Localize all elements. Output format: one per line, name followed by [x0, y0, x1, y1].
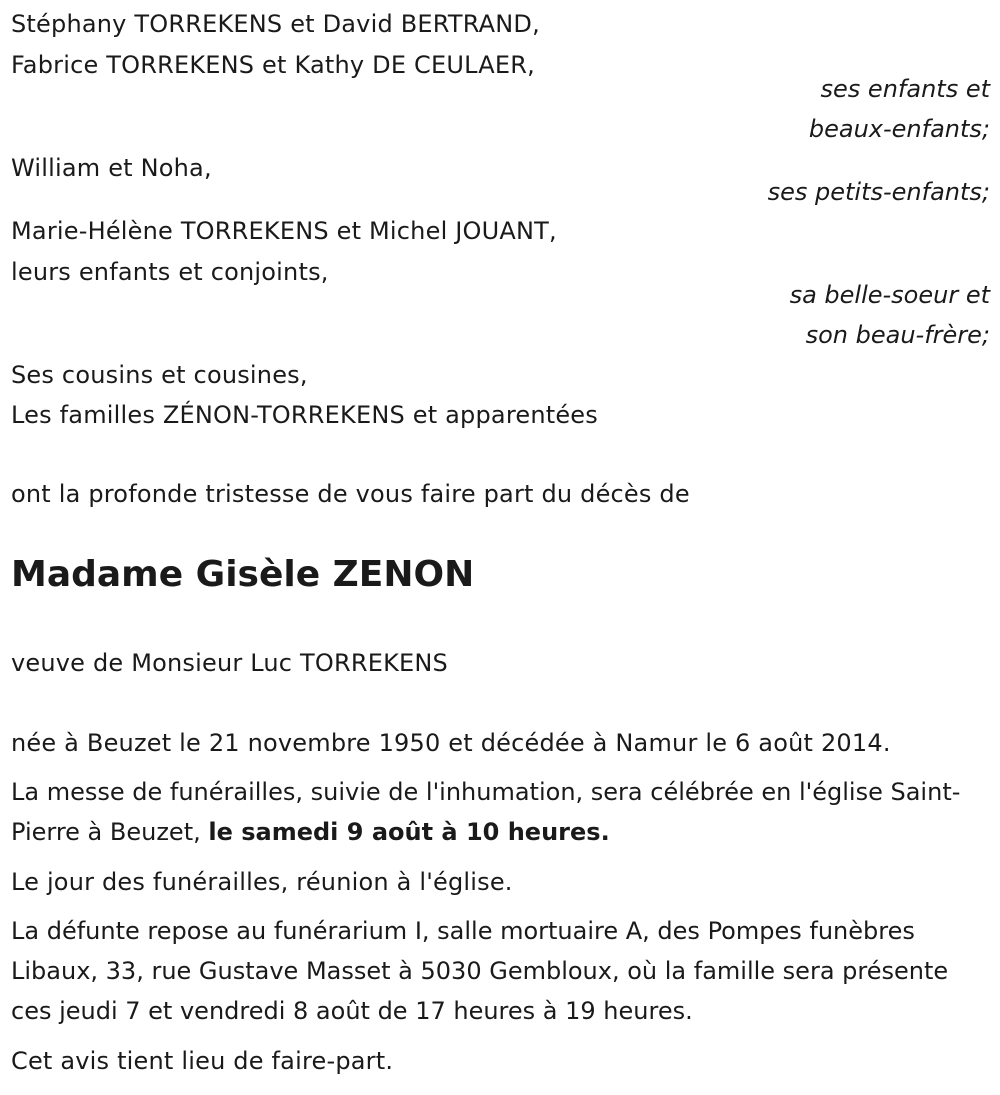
deceased-name: Madame Gisèle ZENON: [11, 554, 475, 595]
grandchildren-role: ses petits-enfants;: [767, 178, 990, 206]
mass-date: le samedi 9 août à 10 heures.: [208, 818, 610, 846]
mass-text: La messe de funérailles, suivie de l'inhumation, sera célébrée en l'église Saint-Pierre à Beuzet,: [11, 778, 961, 846]
birth-death: née à Beuzet le 21 novembre 1950 et décédée à Namur le 6 août 2014.: [11, 729, 891, 757]
children-role-2: beaux-enfants;: [808, 115, 990, 143]
others-line-1: Ses cousins et cousines,: [11, 361, 308, 389]
children-line-1: Stéphany TORREKENS et David BERTRAND,: [11, 10, 540, 38]
mass-paragraph: [11, 772, 991, 852]
rest-paragraph: La défunte repose au funérarium I, salle mortuaire A, des Pompes funèbres Libaux, 33, rue Gustave Masset à 5030 Gembloux, où la famille sera présente ces jeudi 7 et vendredi 8 août de 17 heures à 19 heures.: [11, 917, 949, 1025]
children-line-2: Fabrice TORREKENS et Kathy DE CEULAER,: [11, 51, 535, 79]
siblings-role-2: son beau-frère;: [805, 321, 990, 349]
others-line-2: Les familles ZÉNON-TORREKENS et apparentées: [11, 401, 598, 429]
children-role-1: ses enfants et: [820, 75, 990, 103]
grandchildren-line: William et Noha,: [11, 154, 212, 182]
siblings-role-1: sa belle-soeur et: [789, 281, 990, 309]
siblings-line-1: Marie-Hélène TORREKENS et Michel JOUANT,: [11, 217, 557, 245]
meeting-text: Le jour des funérailles, réunion à l'église.: [11, 868, 513, 896]
widow-of: veuve de Monsieur Luc TORREKENS: [11, 649, 448, 677]
intro-text: ont la profonde tristesse de vous faire part du décès de: [11, 480, 690, 508]
closing-text: Cet avis tient lieu de faire-part.: [11, 1047, 394, 1075]
siblings-line-2: leurs enfants et conjoints,: [11, 258, 329, 286]
